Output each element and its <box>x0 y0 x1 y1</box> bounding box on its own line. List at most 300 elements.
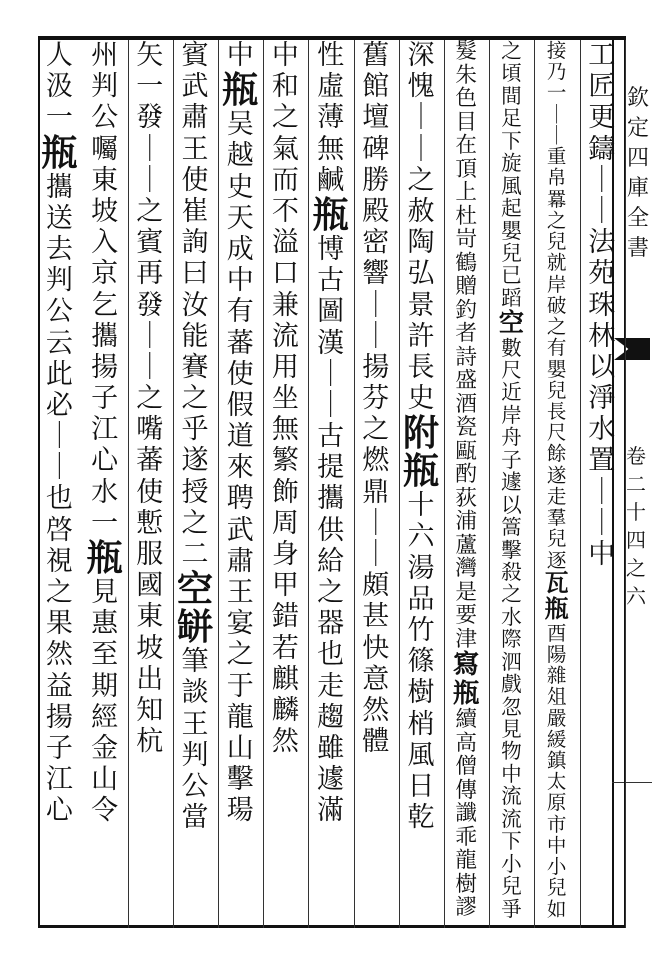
text-char: 工 <box>588 40 616 71</box>
text-char: 道 <box>226 421 254 453</box>
text-char: 赦 <box>407 195 435 227</box>
text-char: 如 <box>546 897 567 921</box>
text-char: 攜 <box>317 483 345 515</box>
text-char: 東 <box>136 601 164 633</box>
text-char: 乞 <box>91 289 119 321</box>
text-char: 湯 <box>407 552 435 584</box>
text-char: ｜ <box>45 421 73 453</box>
text-char: 重 <box>546 145 567 169</box>
margin-volume-char: 十 <box>626 500 646 524</box>
text-column <box>217 40 264 928</box>
text-char: 雖 <box>317 732 345 764</box>
text-char: 子 <box>45 732 73 764</box>
text-char: 戲 <box>501 672 522 697</box>
text-char: 壇 <box>362 102 390 134</box>
text-char: 然 <box>362 694 390 726</box>
text-char: 期 <box>91 670 119 702</box>
text-char: ｜ <box>136 320 164 352</box>
text-char: 瓶 <box>222 69 259 112</box>
text-char: 一 <box>136 71 164 103</box>
text-char: 假 <box>226 389 254 421</box>
text-char: 日 <box>407 770 435 802</box>
text-char: 武 <box>181 71 209 103</box>
text-char: 遽 <box>317 764 345 796</box>
text-char: 空 <box>176 568 213 611</box>
margin-title-char: 四 <box>626 146 649 171</box>
text-char: 意 <box>362 663 390 695</box>
text-char: ｜ <box>362 507 390 539</box>
text-char: 數 <box>501 335 522 360</box>
text-char: 間 <box>501 83 522 108</box>
text-char: 深 <box>407 40 435 71</box>
text-char: 旋 <box>501 151 522 176</box>
text-char: 汝 <box>181 289 209 321</box>
text-char: 之 <box>501 582 522 607</box>
text-char: 天 <box>226 202 254 234</box>
text-char: 市 <box>546 812 567 836</box>
text-char: 然 <box>271 726 299 758</box>
text-char: 也 <box>317 639 345 671</box>
text-char: 此 <box>45 358 73 390</box>
text-char: 果 <box>45 608 73 640</box>
text-char: ｜ <box>588 164 616 196</box>
text-char: 頃 <box>501 61 522 86</box>
text-char: 十 <box>407 490 435 522</box>
text-char: 爭 <box>501 896 522 921</box>
text-char: 無 <box>317 133 345 165</box>
text-char: 俎 <box>546 685 567 709</box>
text-char: 曰 <box>181 258 209 290</box>
text-char: 王 <box>226 577 254 608</box>
text-char: 兼 <box>271 289 299 321</box>
text-char: 瓶 <box>453 677 480 709</box>
text-char: 流 <box>271 320 299 352</box>
text-char: 頂 <box>455 156 477 182</box>
text-char: 之 <box>362 414 390 446</box>
text-char: 走 <box>317 670 345 702</box>
text-char: 肅 <box>181 102 209 134</box>
text-char: 汲 <box>45 71 73 103</box>
text-char: 武 <box>226 514 254 546</box>
margin-title-char: 庫 <box>626 176 649 201</box>
text-char: 雜 <box>546 664 567 688</box>
text-char: 之 <box>136 195 164 227</box>
text-char: 坡 <box>136 632 164 664</box>
text-char: 筆 <box>181 646 209 678</box>
text-char: 中 <box>501 761 522 786</box>
text-char: 飾 <box>271 476 299 508</box>
text-char: 以 <box>501 492 522 517</box>
text-char: 兒 <box>546 230 567 254</box>
text-column <box>353 40 400 928</box>
text-char: 之 <box>181 507 209 539</box>
text-char: 王 <box>181 708 209 740</box>
text-char: 兒 <box>501 240 522 265</box>
text-char: 甲 <box>271 570 299 602</box>
text-char: 當 <box>181 802 209 834</box>
text-column <box>398 40 445 928</box>
text-char: 之 <box>45 577 73 608</box>
text-char: 芬 <box>362 383 390 415</box>
margin-title-char: 書 <box>626 236 649 261</box>
text-char: 至 <box>91 639 119 671</box>
text-char: 京 <box>91 258 119 290</box>
text-char: 王 <box>181 133 209 165</box>
text-char: 和 <box>271 71 299 103</box>
text-char: 中 <box>546 833 567 857</box>
text-char: 羃 <box>546 187 567 211</box>
text-char: 流 <box>501 806 522 831</box>
text-char: 入 <box>91 227 119 259</box>
text-column <box>36 40 82 928</box>
text-char: 破 <box>546 293 567 317</box>
text-char: 餘 <box>546 442 567 466</box>
text-char: ｜ <box>588 476 616 508</box>
text-char: 舟 <box>501 425 522 450</box>
text-char: 際 <box>501 627 522 652</box>
text-char: 越 <box>226 140 254 172</box>
text-char: 江 <box>45 764 73 796</box>
text-char: 已 <box>501 263 522 288</box>
text-char: 擊 <box>226 764 254 796</box>
text-char: 而 <box>271 164 299 196</box>
text-char: 下 <box>501 829 522 854</box>
text-char: 在 <box>455 133 477 158</box>
text-column <box>82 40 129 928</box>
text-char: 必 <box>45 389 73 421</box>
text-char: 詢 <box>181 227 209 259</box>
text-char: 揚 <box>91 351 119 383</box>
text-char: 寫 <box>453 649 480 680</box>
text-char: 長 <box>407 351 435 383</box>
text-char: 心 <box>45 795 73 827</box>
text-char: 岸 <box>501 402 522 427</box>
text-char: 就 <box>546 251 567 275</box>
text-char: 兒 <box>546 378 567 402</box>
text-char: 古 <box>317 421 345 453</box>
text-column <box>443 40 490 928</box>
text-char: 國 <box>136 570 164 602</box>
text-char: 一 <box>546 81 567 105</box>
text-char: 山 <box>226 732 254 764</box>
text-char: 史 <box>226 171 254 203</box>
text-char: ｜ <box>136 351 164 383</box>
text-char: 龍 <box>226 701 254 733</box>
text-char: 囑 <box>91 133 119 165</box>
text-char: ｜ <box>317 358 345 390</box>
text-char: 薄 <box>317 102 345 134</box>
text-char: 嚴 <box>546 706 567 730</box>
text-char: 逐 <box>546 548 567 572</box>
text-char: 館 <box>362 71 390 103</box>
text-char: 宴 <box>226 608 254 640</box>
text-char: 陽 <box>546 642 567 666</box>
text-char: 擊 <box>501 537 522 562</box>
text-char: 攜 <box>91 320 119 352</box>
text-char: 近 <box>501 380 522 405</box>
text-char: 小 <box>501 851 522 876</box>
text-char: 更 <box>588 102 616 134</box>
text-char: 給 <box>317 545 345 577</box>
text-char: ｜ <box>362 539 390 570</box>
margin-volume-char: 卷 <box>626 444 646 468</box>
text-char: 尺 <box>546 421 567 445</box>
text-char: 接 <box>546 39 567 62</box>
text-char: 瓶 <box>402 450 439 493</box>
text-char: 圖 <box>317 296 345 328</box>
text-char: 景 <box>407 289 435 321</box>
text-char: 舊 <box>362 40 390 71</box>
text-char: ｜ <box>136 133 164 165</box>
text-char: 遂 <box>181 445 209 477</box>
text-char: 嬰 <box>546 357 567 381</box>
text-char: 吴 <box>226 109 254 141</box>
text-char: 鼎 <box>362 476 390 508</box>
text-char: 僧 <box>455 754 477 780</box>
text-char: 古 <box>317 265 345 297</box>
text-char: 遽 <box>501 470 522 495</box>
text-char: 竹 <box>407 615 435 646</box>
text-char: 趨 <box>317 701 345 733</box>
margin-volume-char: 二 <box>626 472 646 496</box>
text-char: 樹 <box>455 871 477 897</box>
text-char: 成 <box>226 233 254 265</box>
text-char: 燃 <box>362 445 390 477</box>
text-char: 流 <box>501 784 522 809</box>
text-char: 陶 <box>407 227 435 259</box>
text-char: ｜ <box>45 452 73 484</box>
text-char: 中 <box>271 40 299 71</box>
text-char: 之 <box>546 208 567 232</box>
margin-book-title <box>624 84 652 264</box>
text-char: 之 <box>181 383 209 415</box>
text-char: 碑 <box>362 133 390 165</box>
text-char: 送 <box>45 202 73 234</box>
text-char: 器 <box>317 608 345 640</box>
text-char: 梢 <box>407 708 435 740</box>
text-char: 要 <box>455 603 477 628</box>
text-char: 荻 <box>455 485 477 511</box>
text-char: 置 <box>588 445 616 477</box>
text-char: 匠 <box>588 71 616 103</box>
text-char: 高 <box>455 730 477 756</box>
text-char: 山 <box>91 764 119 796</box>
text-char: 之 <box>226 639 254 671</box>
text-char: 緩 <box>546 727 567 751</box>
text-char: 去 <box>45 233 73 265</box>
text-char: 之 <box>501 39 522 63</box>
text-char: 使 <box>136 476 164 508</box>
text-char: 崔 <box>181 195 209 227</box>
text-char: 嬰 <box>501 218 522 243</box>
text-char: 品 <box>407 583 435 615</box>
text-char: 色 <box>455 86 477 111</box>
text-char: 頗 <box>362 570 390 602</box>
text-char: 也 <box>45 483 73 515</box>
text-char: 中 <box>588 539 616 570</box>
text-char: 弘 <box>407 258 435 290</box>
text-char: 發 <box>136 102 164 134</box>
text-char: 許 <box>407 320 435 352</box>
text-char: 一 <box>45 102 73 134</box>
text-char: 揚 <box>45 701 73 733</box>
text-char: 瓶 <box>86 537 123 579</box>
text-char: 酌 <box>455 462 477 487</box>
text-char: 帛 <box>546 166 567 190</box>
text-char: 江 <box>91 414 119 446</box>
text-char: 響 <box>362 258 390 290</box>
text-char: 肅 <box>226 545 254 577</box>
text-char: 若 <box>271 632 299 664</box>
text-char: 性 <box>317 40 345 71</box>
text-char: 釣 <box>455 297 477 323</box>
text-char: 愧 <box>407 71 435 103</box>
text-char: 蘆 <box>455 532 477 558</box>
text-char: 然 <box>45 639 73 671</box>
text-column <box>127 40 174 928</box>
text-char: 公 <box>45 296 73 328</box>
text-char: 服 <box>136 539 164 570</box>
text-char: 杜 <box>455 203 477 229</box>
text-char: 之 <box>546 315 567 339</box>
text-char: 啓 <box>45 514 73 546</box>
text-char: 溢 <box>271 227 299 259</box>
margin-volume-label <box>622 442 650 610</box>
text-char: 詩 <box>455 344 477 370</box>
text-char: 上 <box>455 180 477 205</box>
text-char: 麒 <box>271 663 299 695</box>
text-char: 體 <box>362 726 390 758</box>
text-char: 讖 <box>455 801 477 827</box>
text-char: 兒 <box>546 527 567 551</box>
text-char: 心 <box>91 445 119 477</box>
text-char: 公 <box>181 770 209 802</box>
text-char: 下 <box>501 128 522 153</box>
text-char: 矢 <box>136 40 164 71</box>
text-char: 之 <box>407 164 435 196</box>
text-char: 出 <box>136 663 164 695</box>
text-char: 見 <box>91 577 119 608</box>
text-char: 目 <box>455 109 477 135</box>
text-char: 瓶 <box>312 193 349 236</box>
text-frame <box>38 36 626 928</box>
text-char: ｜ <box>362 320 390 352</box>
text-char: 物 <box>501 739 522 764</box>
text-column <box>308 40 355 928</box>
text-char: 子 <box>501 447 522 472</box>
text-char: 坐 <box>271 383 299 415</box>
text-char: 瓷 <box>455 415 477 440</box>
text-char: 周 <box>271 507 299 539</box>
text-char: 以 <box>588 351 616 383</box>
text-char: 篙 <box>501 515 522 540</box>
text-char: 朱 <box>455 62 477 88</box>
text-char: 盛 <box>455 368 477 393</box>
text-char: ｜ <box>362 289 390 321</box>
text-char: ｜ <box>407 133 435 165</box>
text-char: 杭 <box>136 726 164 758</box>
text-char: 見 <box>501 717 522 742</box>
text-char: ｜ <box>546 123 567 147</box>
text-char: 二 <box>181 539 209 570</box>
text-char: 嘴 <box>136 414 164 446</box>
text-column <box>262 40 309 928</box>
text-char: 州 <box>91 40 119 71</box>
margin-title-char: 全 <box>626 206 649 231</box>
text-char: 水 <box>588 414 616 446</box>
text-char: 贈 <box>455 274 477 299</box>
text-char: 虛 <box>317 71 345 103</box>
text-char: 錯 <box>271 601 299 633</box>
text-char: ｜ <box>546 102 567 126</box>
text-char: 氣 <box>271 133 299 165</box>
text-char: 之 <box>136 383 164 415</box>
text-char: 視 <box>45 545 73 577</box>
text-char: 起 <box>501 196 522 221</box>
text-char: 來 <box>226 452 254 484</box>
text-char: 益 <box>45 670 73 702</box>
text-char: 中 <box>226 265 254 297</box>
text-char: 羣 <box>546 506 567 530</box>
text-char: 人 <box>45 40 73 71</box>
text-char: 無 <box>271 414 299 446</box>
text-char: 遂 <box>546 463 567 487</box>
text-char: 蕃 <box>136 445 164 477</box>
text-char: 不 <box>271 195 299 227</box>
text-char: 太 <box>546 770 567 794</box>
text-char: 灣 <box>455 556 477 581</box>
text-char: 有 <box>546 336 567 360</box>
text-char: 浦 <box>455 509 477 534</box>
text-char: 勝 <box>362 164 390 196</box>
text-char: 乎 <box>181 414 209 446</box>
text-char: 附 <box>402 412 439 455</box>
text-char: 發 <box>136 289 164 321</box>
text-char: 苑 <box>588 258 616 290</box>
text-char: 之 <box>271 102 299 134</box>
text-char: 聘 <box>226 483 254 515</box>
text-char: 水 <box>501 604 522 629</box>
text-char: ｜ <box>407 102 435 134</box>
text-char: 使 <box>226 358 254 390</box>
text-char: 蹈 <box>501 285 522 310</box>
text-char: 林 <box>588 320 616 352</box>
text-char: 篠 <box>407 646 435 678</box>
text-char: ｜ <box>136 164 164 196</box>
text-char: 繁 <box>271 445 299 477</box>
text-char: 經 <box>91 701 119 733</box>
text-char: 鶴 <box>455 250 477 276</box>
text-char: 攜 <box>45 171 73 203</box>
text-char: 慙 <box>136 507 164 539</box>
text-char: 快 <box>362 632 390 664</box>
text-char: 麟 <box>271 694 299 726</box>
text-char: 有 <box>226 296 254 328</box>
text-char: 尺 <box>501 358 522 383</box>
text-char: 一 <box>91 507 119 539</box>
text-char: 續 <box>455 707 477 733</box>
text-char: 傳 <box>455 777 477 803</box>
margin-volume-char: 六 <box>626 584 646 608</box>
text-char: 瓶 <box>41 131 78 174</box>
text-char: 甚 <box>362 601 390 633</box>
text-char: 口 <box>271 258 299 290</box>
margin-volume-char: 四 <box>626 528 646 552</box>
text-char: 乖 <box>455 824 477 850</box>
text-char: 謬 <box>455 895 477 921</box>
text-char: 瑒 <box>226 795 254 827</box>
text-char: 鹹 <box>317 164 345 196</box>
